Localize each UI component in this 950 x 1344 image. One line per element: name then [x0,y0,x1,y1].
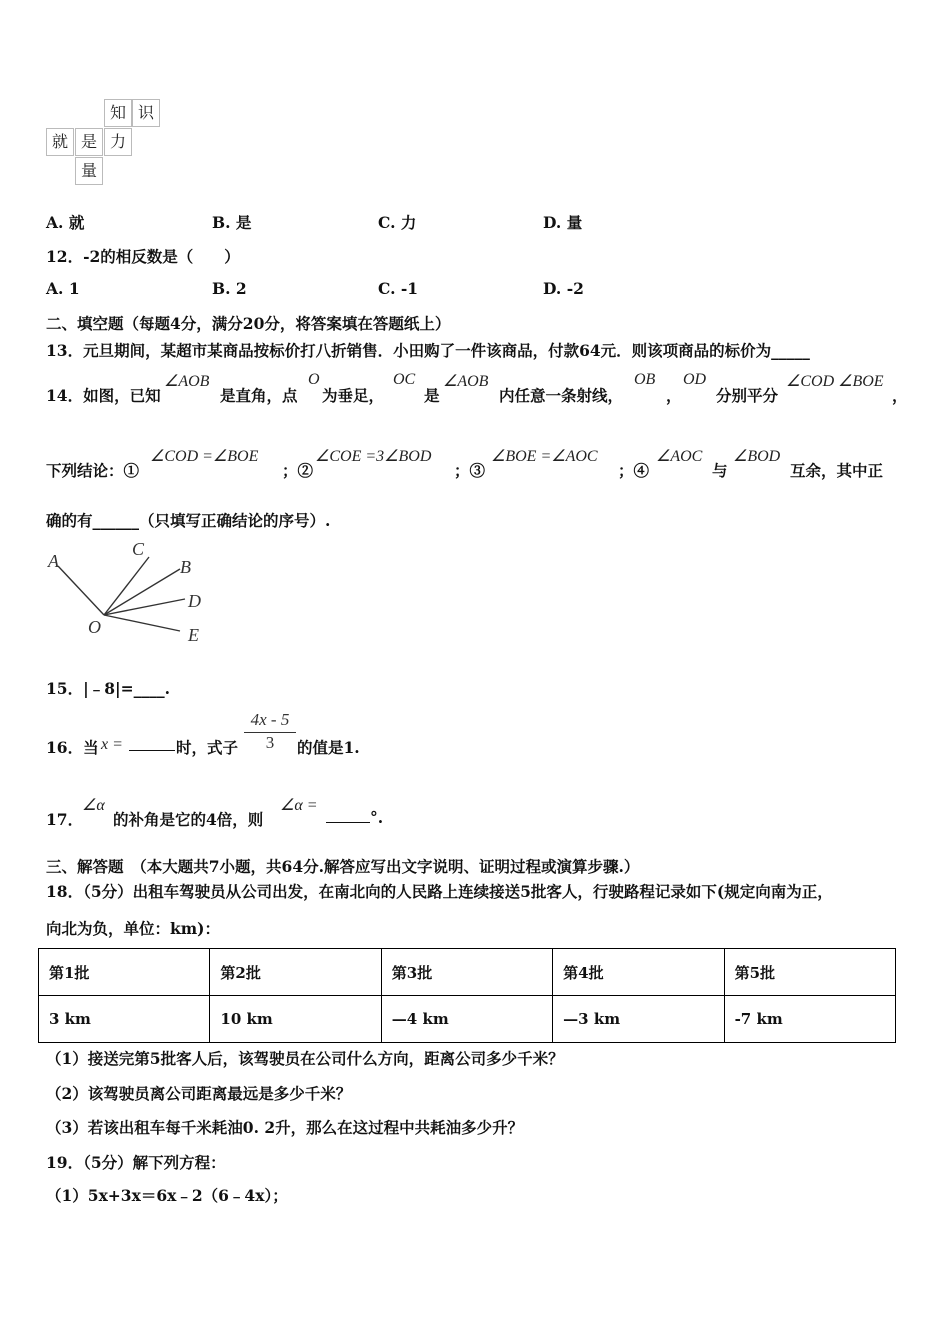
q18-line1: 18．（5分）出租车驾驶员从公司出发，在南北向的人民路上连续接送5批客人，行驶路程记录如下(规定向南为正， [46,882,833,901]
q14-conclusion-1: ∠COD =∠BOE [150,448,259,465]
q17-math-alpha-eq: ∠α = [280,797,318,814]
table-header-cell: 第4批 [553,949,724,996]
table-cell: 10 km [210,996,381,1043]
ray-oe [104,615,180,631]
q14-and: 与 [712,461,728,480]
table-header-cell: 第2批 [210,949,381,996]
table-header-cell: 第5批 [724,949,895,996]
q14-text-1: 14．如图，已知 [46,386,161,405]
q14-conclusion-4b: ∠BOD [733,448,781,465]
table-header-cell: 第1批 [39,949,210,996]
q14-sep-4: ；④ [618,461,650,480]
cube-cell-shi2: 是 [75,128,103,156]
q14-text-5: 内任意一条射线， [499,386,624,405]
table-header-cell: 第3批 [381,949,552,996]
q16-text-2: 时，式子 [176,738,239,757]
label-o: O [88,617,101,637]
label-b: B [180,557,191,577]
q13-text: 13．元旦期间，某超市某商品按标价打八折销售．小田购了一件该商品，付款64元．则该项商品的标价为_____ [46,341,810,360]
q12-option-d[interactable]: D. -2 [543,279,584,298]
q16-answer-blank[interactable] [129,736,175,755]
q14-conclusion-2: ∠COE =3∠BOD [315,448,432,465]
q18-sub1: （1）接送完第5批客人后，该驾驶员在公司什么方向，距离公司多少千米？ [46,1049,564,1068]
q16-fraction [244,710,296,753]
q17-answer-blank[interactable] [326,808,370,827]
cube-cell-shi: 识 [132,99,160,127]
q16-text-3: 的值是1. [297,738,360,757]
label-c: C [132,539,145,559]
q14-math-7: ∠COD ∠BOE [786,373,884,390]
q17-text-2: 的补角是它的4倍，则 [113,810,264,829]
q14-text-4: 是 [424,386,440,405]
q18-sub3: （3）若该出租车每千米耗油0. 2升，那么在这过程中共耗油多少升？ [46,1118,524,1137]
ray-oc [104,557,149,615]
q16-math-x: x = [101,736,123,753]
table-cell: 3 km [39,996,210,1043]
q11-option-a[interactable]: A. 就 [46,213,85,232]
section2-title: 二、填空题（每题4分，满分20分，将答案填在答题纸上） [46,314,451,333]
q14-conclusion-4a: ∠AOC [656,448,703,465]
label-d: D [188,591,201,611]
q14-text-6: ， [666,386,682,405]
cube-cell-li: 力 [104,128,132,156]
q12-option-c[interactable]: C. -1 [378,279,419,298]
q12-option-a[interactable]: A. 1 [46,279,80,298]
q14-text-3: 为垂足， [322,386,385,405]
q14-math-1: ∠AOB [164,373,210,390]
q14-math-6: OD [683,371,707,388]
q14-conclusions-label: 下列结论：① [46,461,140,480]
q14-text-2: 是直角，点 [220,386,298,405]
q19-sub1: （1）5x+3x＝6x﹣2（6﹣4x）； [46,1186,288,1205]
q17-text-3: °. [370,808,384,827]
q14-math-4: ∠AOB [443,373,489,390]
q14-sep-2: ；② [282,461,314,480]
angle-figure [40,535,230,650]
table-cell: —3 km [553,996,724,1043]
q18-sub2: （2）该驾驶员离公司距离最远是多少千米？ [46,1084,352,1103]
q11-option-c[interactable]: C. 力 [378,213,417,232]
q11-option-d[interactable]: D. 量 [543,213,583,232]
q19-stem: 19．（5分）解下列方程： [46,1153,226,1172]
table-row [39,996,896,1043]
q12-option-b[interactable]: B. 2 [212,279,247,298]
cube-cell-zhi: 知 [104,99,132,127]
q14-math-3: OC [393,371,416,388]
q16-numerator: 4x - 5 [250,710,290,729]
q14-sep-3: ；③ [454,461,486,480]
mileage-table [38,948,896,1043]
q14-text-7: 分别平分 [716,386,779,405]
table-cell: —4 km [381,996,552,1043]
table-header-row [39,949,896,996]
ray-oa [58,566,104,615]
q15-text: 15．|﹣8|=____. [46,679,171,698]
q11-option-b[interactable]: B. 是 [212,213,252,232]
q16-denominator: 3 [265,733,275,752]
q14-line3: 确的有______（只填写正确结论的序号）. [46,511,331,530]
q17-math-alpha: ∠α [82,797,105,814]
q14-text-8: ， [892,386,908,405]
q12-stem: 12．-2的相反数是（ ） [46,247,240,266]
table-cell: -7 km [724,996,895,1043]
cube-cell-jiu: 就 [46,128,74,156]
q14-math-2: O [308,371,320,388]
q17-text-1: 17． [46,810,84,829]
section3-title: 三、解答题 （本大题共7小题，共64分.解答应写出文字说明、证明过程或演算步骤.） [46,857,640,876]
q14-conclusion-3: ∠BOE =∠AOC [491,448,598,465]
cube-cell-liang: 量 [75,157,103,185]
label-e: E [188,625,199,645]
q18-line2: 向北为负，单位：km)： [46,919,220,938]
label-a: A [48,551,59,571]
q16-text-1: 16．当 [46,738,99,757]
q14-text-end: 互余，其中正 [790,461,884,480]
q14-math-5: OB [634,371,656,388]
